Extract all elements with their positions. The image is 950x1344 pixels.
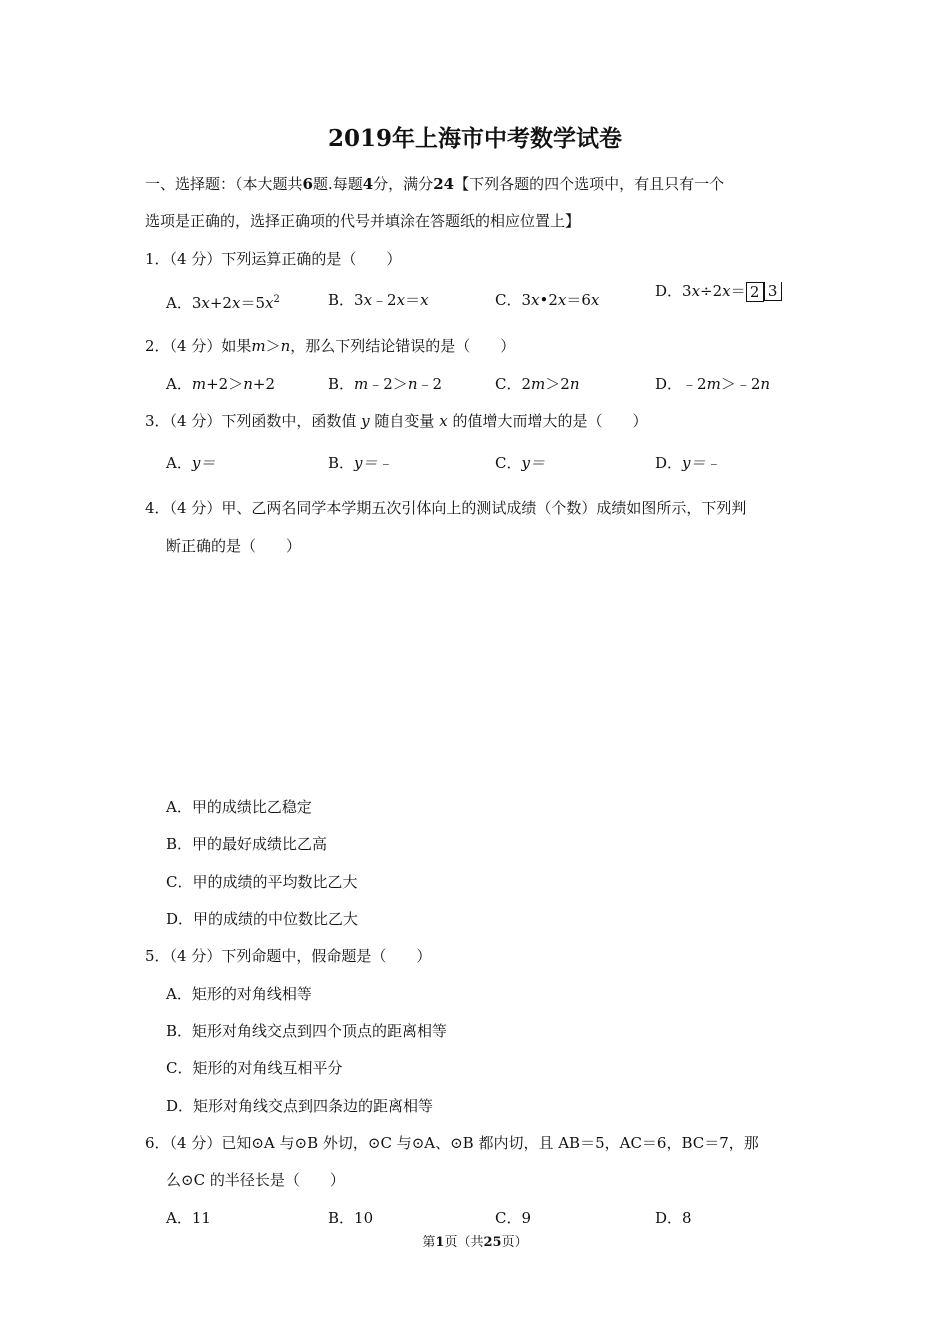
q5-option-a: A．矩形的对角线相等: [166, 985, 312, 1003]
q2-option-c: C．2m＞2n: [495, 375, 580, 393]
q4-option-a: A．甲的成绩比乙稳定: [166, 798, 312, 816]
q5-option-d: D．矩形对角线交点到四条边的距离相等: [166, 1097, 434, 1115]
q4-option-c: C．甲的成绩的平均数比乙大: [166, 873, 358, 891]
section-instructions: 【下列各题的四个选项中，有且只有一个: [454, 175, 725, 193]
q2-option-a: A．m+2＞n+2: [166, 375, 275, 393]
question-4-stem-line2: 断正确的是（ ）: [166, 537, 302, 555]
q6-option-d: D．8: [655, 1209, 692, 1227]
page-total: 25: [483, 1235, 502, 1250]
q3-option-c: C．y＝: [495, 454, 545, 472]
fraction-denominator: 3: [764, 282, 782, 301]
page-footer: 第1页（共25页）: [422, 1235, 528, 1250]
q3-option-a: A．y＝: [166, 454, 216, 472]
question-1-stem: 1．（4 分）下列运算正确的是（ ）: [145, 250, 402, 268]
question-3-stem: 3．（4 分）下列函数中，函数值 y 随自变量 x 的值增大而增大的是（ ）: [145, 412, 648, 430]
q1-option-b: B．3x﹣2x＝x: [328, 291, 429, 309]
section-text: 分，满分: [373, 175, 434, 193]
page-title: 2019年上海市中考数学试卷: [327, 125, 622, 152]
question-count: 6: [302, 175, 313, 193]
fraction-numerator: 2: [746, 282, 764, 302]
question-6-stem-line2: 么⊙C 的半径长是（ ）: [166, 1171, 345, 1189]
question-2-stem: 2．（4 分）如果m＞n，那么下列结论错误的是（ ）: [145, 337, 516, 355]
fraction: [746, 281, 782, 302]
q3-option-d: D．y＝﹣: [655, 454, 721, 472]
points-each: 4: [362, 175, 374, 193]
section-text: 题.每题: [312, 175, 363, 193]
q4-option-d: D．甲的成绩的中位数比乙大: [166, 910, 359, 928]
q4-option-b: B．甲的最好成绩比乙高: [166, 835, 328, 853]
q2-option-b: B．m﹣2＞n﹣2: [328, 375, 443, 393]
question-5-stem: 5．（4 分）下列命题中，假命题是（ ）: [145, 947, 432, 965]
section-text: 一、选择题：（本大题共: [145, 175, 303, 193]
q6-option-b: B．10: [328, 1209, 374, 1227]
q1-option-d: D．3x÷2x＝ 2 3: [655, 280, 782, 302]
q1-option-c: C．3x•2x＝6x: [495, 291, 600, 309]
section-heading: [145, 174, 724, 194]
q1-option-a: A．$3x+2x=5x^2$: [166, 294, 280, 312]
q5-option-c: C．矩形的对角线互相平分: [166, 1059, 343, 1077]
q5-option-b: B．矩形对角线交点到四个顶点的距离相等: [166, 1022, 448, 1040]
q6-option-a: A．11: [166, 1209, 211, 1227]
q2-option-d: D．﹣2m＞﹣2n: [655, 375, 771, 393]
question-4-stem: 4．（4 分）甲、乙两名同学本学期五次引体向上的测试成绩（个数）成绩如图所示，下列判: [145, 499, 747, 517]
section-instructions-line2: 选项是正确的，选择正确项的代号并填涂在答题纸的相应位置上】: [145, 212, 581, 230]
question-6-stem: 6．（4 分）已知⊙A 与⊙B 外切，⊙C 与⊙A、⊙B 都内切，且 AB＝5，AC＝6，BC＝7，那: [145, 1134, 759, 1152]
page-number: 1: [435, 1235, 445, 1250]
q3-option-b: B．y＝﹣: [328, 454, 393, 472]
q6-option-c: C．9: [495, 1209, 532, 1227]
total-points: 24: [433, 175, 455, 193]
